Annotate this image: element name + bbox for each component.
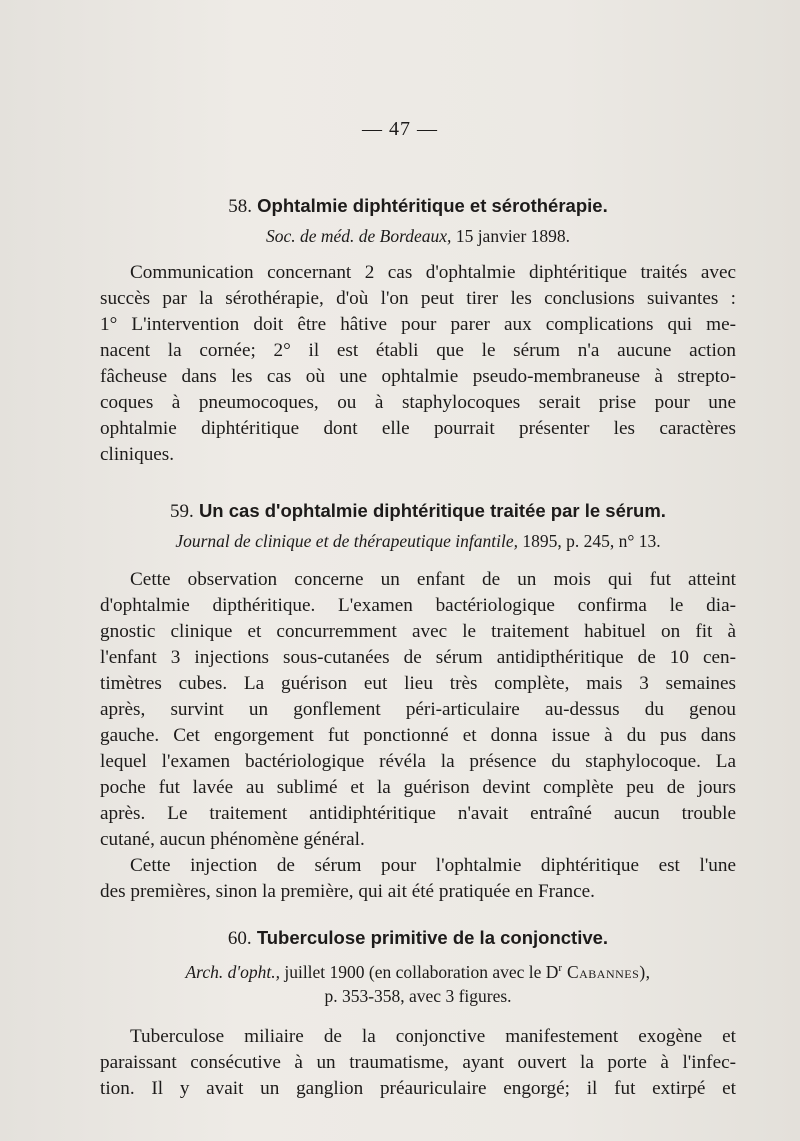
entry-source-line-2: p. 353-358, avec 3 figures. [324, 985, 512, 1006]
body-line: cutané, aucun phénomène général. [100, 829, 365, 850]
body-line: gnostic clinique et concurremment avec le traitement habituel on fit à [100, 621, 736, 642]
source-journal: Arch. d'opht., [185, 961, 280, 982]
body-line: cliniques. [100, 444, 175, 465]
entry-source [100, 529, 736, 553]
entry-59 [100, 498, 736, 905]
entry-title-text: Un cas d'ophtalmie diphtéritique traitée par le sérum. [198, 500, 666, 521]
entry-body [100, 567, 736, 905]
body-line: après, survint un gonflement péri-articulaire au-dessus du genou [100, 699, 736, 720]
body-line: l'enfant 3 injections sous-cutanées de sérum antidipthéritique de 10 cen- [100, 647, 736, 668]
body-line: ophtalmie diphtéritique dont elle pourrait présenter les caractères [100, 418, 736, 439]
entry-title [100, 498, 736, 525]
entry-source [100, 956, 736, 984]
source-superscript: r [558, 962, 563, 974]
body-line: tion. Il y avait un ganglion préauriculaire engorgé; il fut extirpé et [100, 1077, 736, 1099]
body-line: nacent la cornée; 2° il est établi que le sérum n'a aucune action [100, 340, 736, 361]
entry-title [100, 925, 736, 952]
page-number: — 47 — [362, 118, 438, 140]
entry-title [100, 193, 736, 220]
body-line: Tuberculose miliaire de la conjonctive manifestement exogène et [130, 1025, 736, 1047]
body-line: succès par la sérothérapie, d'où l'on peut tirer les conclusions suivantes : [100, 288, 736, 309]
source-details: 15 janvier 1898. [451, 226, 571, 246]
body-line: Communication concernant 2 cas d'ophtalmie diphtéritique traités avec [130, 262, 736, 283]
entry-source [100, 224, 736, 248]
body-line: après. Le traitement antidiphtéritique n'avait entraîné aucun trouble [100, 803, 736, 824]
source-journal: Journal de clinique et de thérapeutique infantile, [175, 531, 518, 551]
body-line: poche fut lavée au sublimé et la guérison devint complète peu de jours [100, 777, 736, 798]
entry-title-text: Ophtalmie diphtéritique et sérothérapie. [257, 195, 608, 216]
body-line: paraissant consécutive à un traumatisme, ayant ouvert la porte à l'infec- [100, 1051, 736, 1073]
body-line: timètres cubes. La guérison eut lieu très complète, mais 3 semaines [100, 673, 736, 694]
body-line: Cette injection de sérum pour l'ophtalmie diphtéritique est l'une [130, 855, 736, 876]
entry-body [100, 1024, 736, 1102]
entry-title-text: Tuberculose primitive de la conjonctive. [256, 927, 609, 948]
body-line: d'ophtalmie dipthéritique. L'examen bactériologique confirma le dia- [100, 595, 736, 616]
body-line: gauche. Cet engorgement fut ponctionné et donna issue à du pus dans [100, 725, 736, 746]
body-line: Cette observation concerne un enfant de un mois qui fut atteint [130, 569, 736, 590]
entry-number: 59. [170, 501, 194, 522]
body-line: fâcheuse dans les cas où une ophtalmie pseudo-membraneuse à strepto- [100, 366, 736, 387]
entry-number: 60. [227, 928, 252, 949]
entry-58 [100, 193, 736, 468]
body-line: des premières, sinon la première, qui ait été pratiquée en France. [100, 881, 595, 902]
source-details: juillet 1900 (en collaboration avec le D [279, 961, 559, 982]
entry-number: 58. [228, 196, 253, 217]
body-line: coques à pneumocoques, ou à staphylocoques serait prise pour une [100, 392, 736, 413]
source-journal: Soc. de méd. de Bordeaux, [265, 226, 452, 246]
source-author: Cabannes), [562, 961, 651, 982]
entry-body [100, 260, 736, 468]
body-line: lequel l'examen bactériologique révéla la présence du staphylocoque. La [100, 751, 736, 772]
entry-60 [100, 925, 736, 1102]
body-line: 1° L'intervention doit être hâtive pour parer aux complications qui me- [100, 314, 736, 335]
source-details: 1895, p. 245, n° 13. [518, 531, 661, 551]
